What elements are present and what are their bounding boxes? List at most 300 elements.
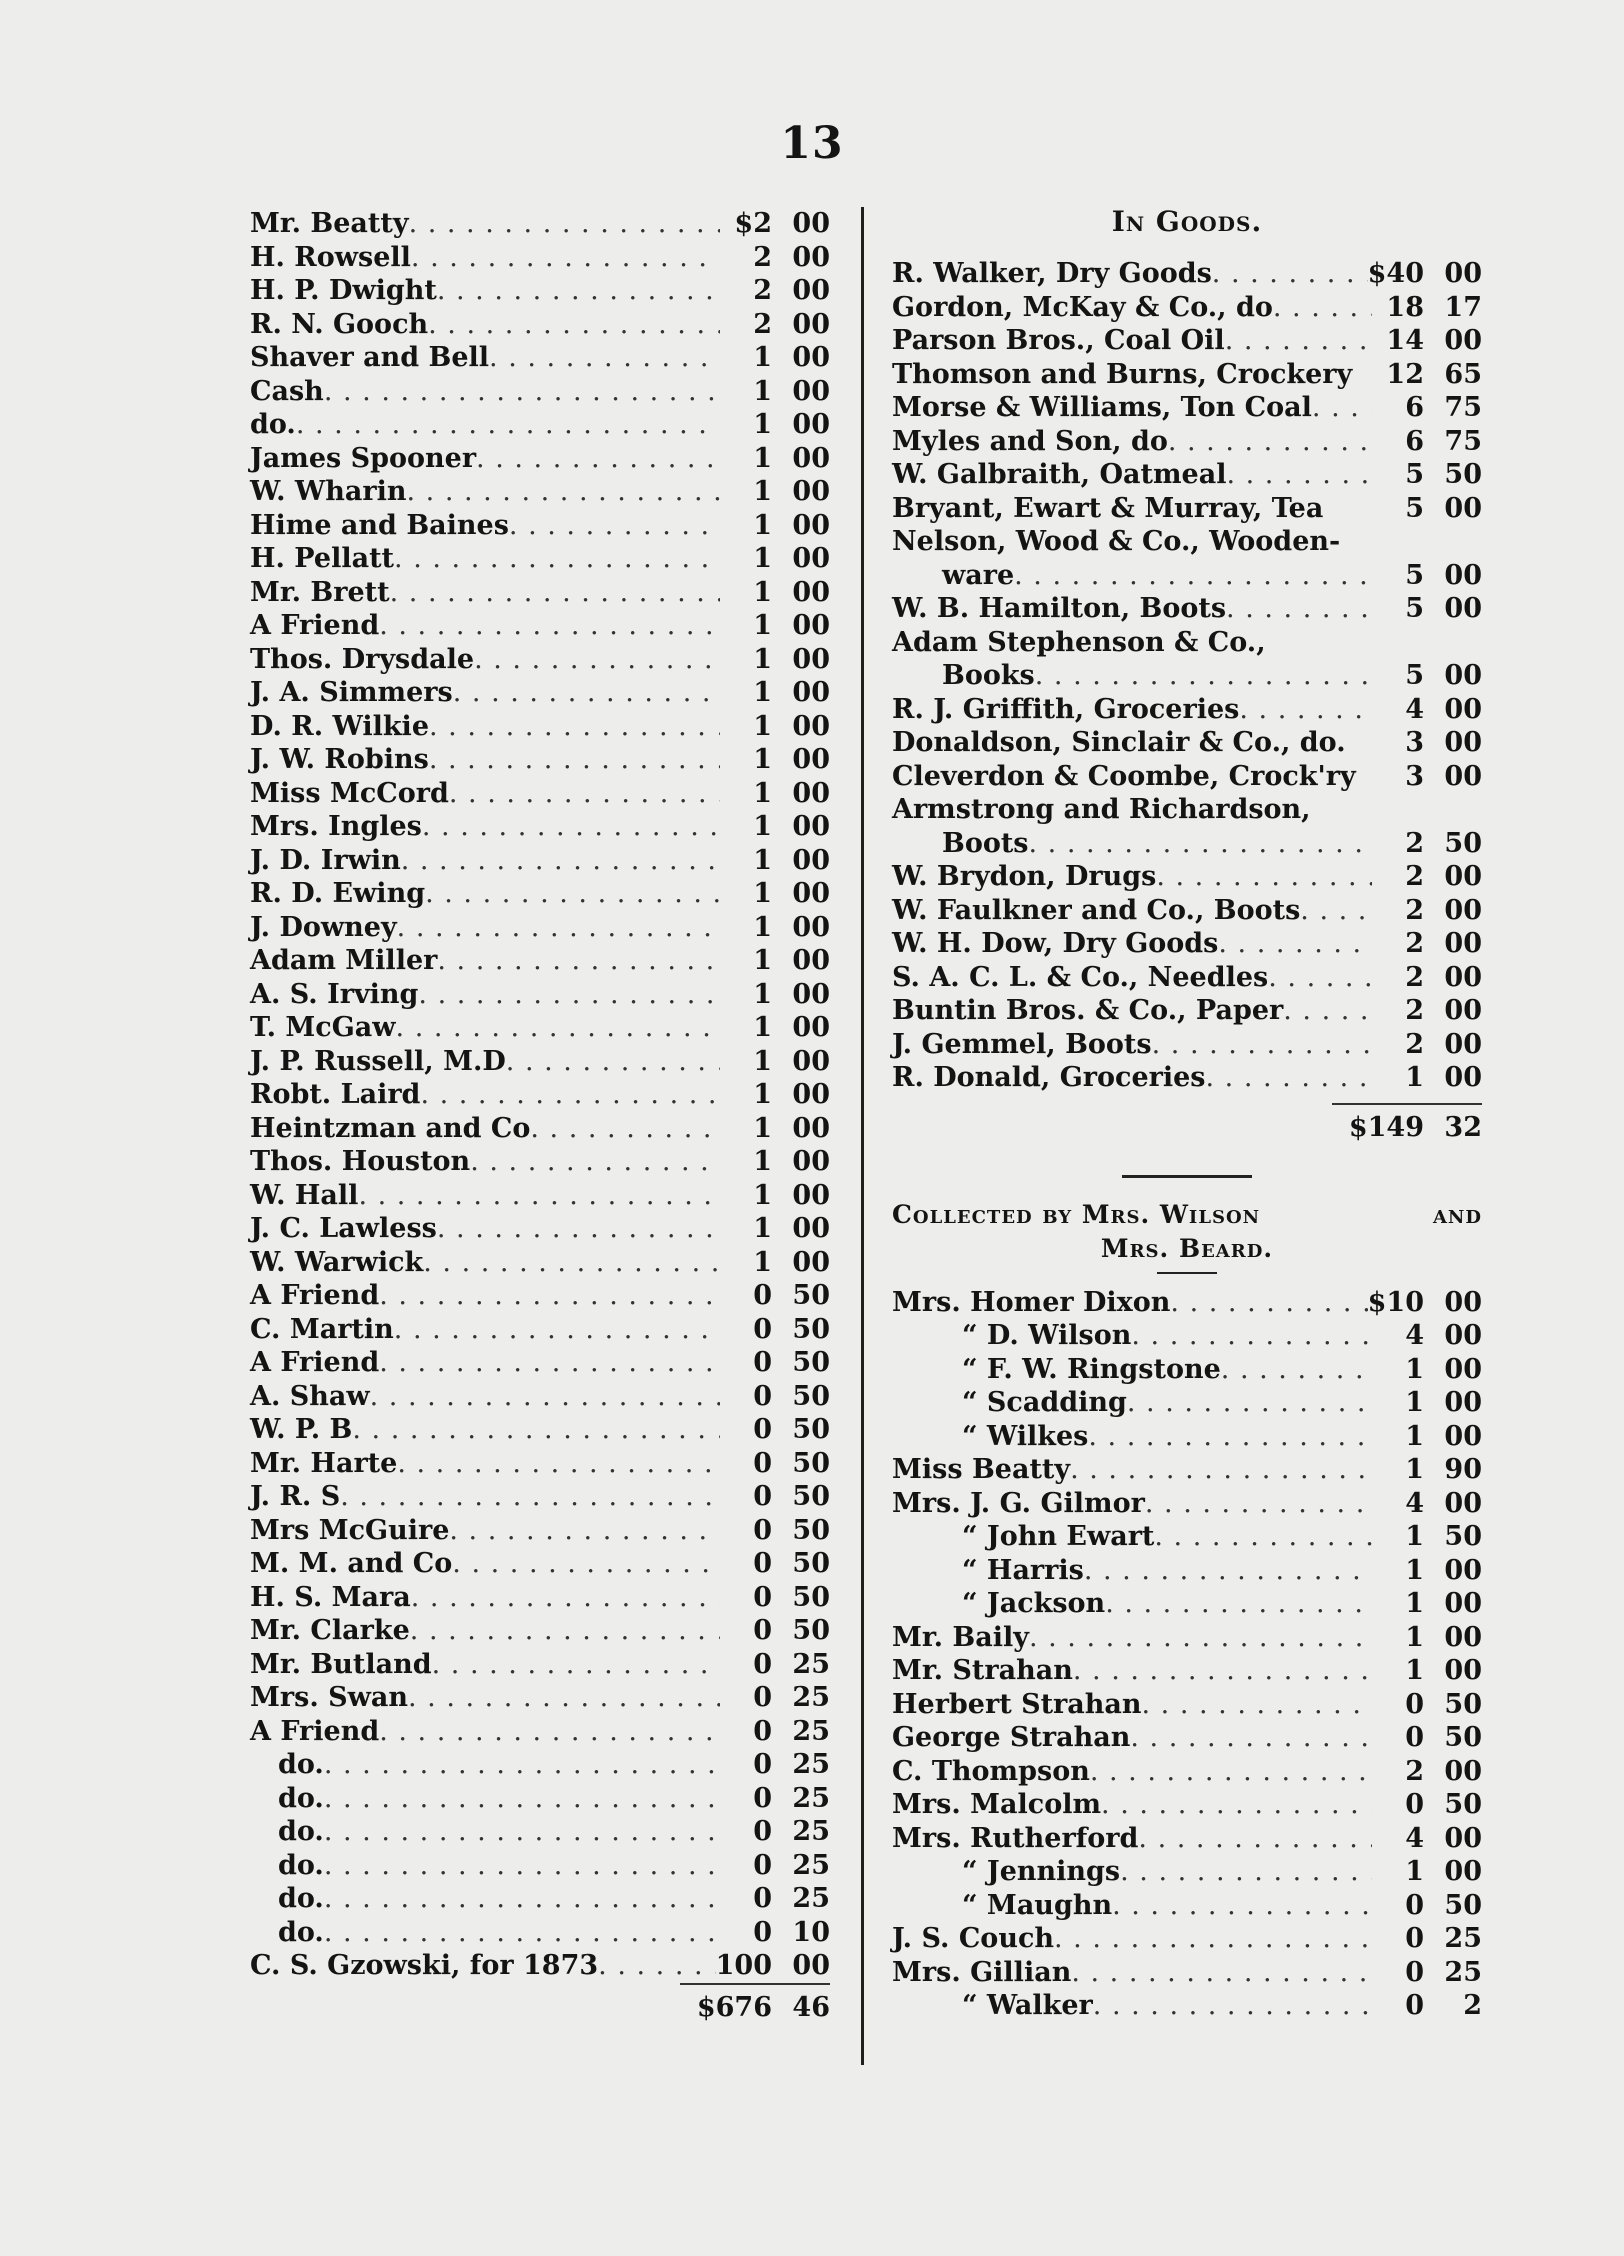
subscription-row (250, 1045, 830, 1079)
entry-name: J. Downey (250, 911, 397, 943)
entry-name: “ F. W. Ringstone (962, 1353, 1221, 1385)
amount-dollars: 1 (753, 576, 772, 608)
entry-name: Mrs. Swan (250, 1682, 408, 1713)
amount-dollars: 5 (1405, 559, 1424, 591)
entry-name: “ Walker (962, 1990, 1093, 2021)
leader-dots (1093, 1989, 1372, 2023)
amount-dollars: 1 (753, 1012, 772, 1043)
entry-name: Adam Miller (250, 945, 438, 976)
leader-dots (453, 676, 720, 710)
amount-dollars: 2 (1405, 961, 1424, 993)
subscription-row (250, 308, 830, 342)
entry-name: Hime and Baines (250, 509, 509, 541)
subscription-row (250, 1413, 830, 1447)
subscription-row (250, 944, 830, 978)
leader-dots (324, 1882, 720, 1916)
entry-name: do. (278, 1749, 324, 1780)
amount-cents: 50 (1444, 1722, 1482, 1753)
amount-cents: 00 (792, 208, 830, 239)
amount-dollars: 1 (753, 844, 772, 876)
amount-cents: 25 (792, 1883, 830, 1914)
amount-cents: 00 (1444, 1353, 1482, 1385)
entry-name: Cash (250, 375, 324, 407)
amount-cents: 00 (1444, 995, 1482, 1026)
amount-dollars: 0 (753, 1749, 772, 1780)
leader-dots (1120, 1855, 1372, 1889)
amount-dollars: 1 (753, 1213, 772, 1244)
leader-dots (1054, 1922, 1372, 1956)
amount-cents: 50 (792, 1280, 830, 1311)
amount-cents: 50 (792, 1548, 830, 1579)
amount-dollars: 1 (1405, 1856, 1424, 1887)
entry-name: “ D. Wilson (962, 1320, 1132, 1351)
amount-dollars: 0 (753, 1347, 772, 1378)
amount-dollars: 1 (753, 1112, 772, 1144)
subscription-row (250, 1681, 830, 1715)
entry-name: W. Faulkner and Co., Boots (892, 894, 1301, 926)
leader-dots (1283, 994, 1372, 1028)
total-cents: 32 (1444, 1111, 1482, 1143)
collected-row (892, 1587, 1482, 1621)
subscription-row (250, 710, 830, 744)
subscription-row (250, 1078, 830, 1112)
amount-dollars: 0 (753, 1481, 772, 1512)
amount-cents: 00 (1444, 727, 1482, 758)
amount-cents: 75 (1444, 425, 1482, 457)
entry-name: Mr. Brett (250, 576, 390, 608)
amount-cents: 00 (1444, 1621, 1482, 1653)
leader-dots (1142, 1688, 1372, 1722)
entry-name: Morse & Williams, Ton Coal (892, 392, 1312, 423)
entry-name: Mr. Beatty (250, 208, 409, 239)
collected-heading-line2: Mrs. Beard. (1100, 1233, 1274, 1263)
goods-row (892, 458, 1482, 492)
amount-cents: 00 (792, 409, 830, 440)
leader-dots (324, 1916, 720, 1950)
leader-dots (379, 1279, 720, 1313)
amount-cents: 00 (792, 1112, 830, 1144)
entry-name: A Friend (250, 1280, 380, 1311)
goods-total (892, 1103, 1482, 1153)
amount-dollars: 5 (1405, 593, 1424, 624)
amount-dollars: 2 (1405, 928, 1424, 959)
amount-dollars (1372, 525, 1424, 559)
amount-dollars: 6 (1405, 425, 1424, 457)
subscription-row (250, 475, 830, 509)
leader-dots (1084, 1554, 1372, 1588)
leader-dots (1221, 1353, 1372, 1387)
amount-cents: 50 (1444, 1521, 1482, 1552)
amount-cents: 00 (792, 543, 830, 574)
leader-dots (1029, 1621, 1372, 1655)
amount-dollars: 1 (753, 476, 772, 507)
amount-cents: 00 (792, 677, 830, 708)
entry-name: Robt. Laird (250, 1079, 421, 1110)
amount-dollars: 1 (753, 1079, 772, 1110)
entry-name: “ Harris (962, 1554, 1084, 1586)
subscription-row (250, 1447, 830, 1481)
goods-row (892, 793, 1482, 827)
amount-cents: 00 (1444, 760, 1482, 792)
amount-dollars: 0 (1405, 1889, 1424, 1921)
leader-dots (1168, 425, 1372, 459)
subscription-row (250, 1547, 830, 1581)
amount-cents: 00 (1444, 1588, 1482, 1619)
amount-dollars: 1 (753, 375, 772, 407)
amount-dollars: 1 (753, 978, 772, 1010)
amount-dollars: 1 (1405, 1521, 1424, 1552)
amount-cents: 00 (1444, 861, 1482, 892)
entry-name: A. S. Irving (250, 978, 419, 1010)
goods-row (892, 592, 1482, 626)
amount-cents: 00 (792, 811, 830, 842)
amount-dollars: 0 (1405, 1990, 1424, 2021)
amount-cents: 25 (792, 1816, 830, 1847)
amount-dollars: 5 (1405, 492, 1424, 524)
amount-cents: 50 (792, 1615, 830, 1646)
leader-dots (394, 1313, 720, 1347)
amount-cents: 00 (1444, 894, 1482, 926)
entry-name: Mrs. Gillian (892, 1956, 1072, 1988)
amount-dollars: 100 (715, 1950, 772, 1981)
amount-dollars: 0 (1405, 1923, 1424, 1954)
leader-dots (324, 375, 720, 409)
subscription-row (250, 1648, 830, 1682)
entry-name: do. (278, 1849, 324, 1881)
entry-name: “ Jennings (962, 1856, 1121, 1887)
amount-dollars: 4 (1405, 1487, 1424, 1519)
amount-cents: 00 (1444, 961, 1482, 993)
section-rule (1122, 1175, 1252, 1178)
subscription-row (250, 743, 830, 777)
amount-cents: 00 (1444, 928, 1482, 959)
amount-dollars: 2 (1405, 827, 1424, 859)
amount-cents: 00 (1444, 1387, 1482, 1418)
leader-dots (397, 911, 720, 945)
amount-cents: 00 (792, 509, 830, 541)
amount-dollars: 1 (1405, 1420, 1424, 1452)
entry-name: A Friend (250, 1347, 380, 1378)
entry-name: do. (278, 1916, 324, 1948)
entry-name: Boots (942, 827, 1029, 859)
collected-row (892, 1319, 1482, 1353)
leader-dots (324, 1815, 720, 1849)
subscription-row (250, 844, 830, 878)
entry-name: Mr. Strahan (892, 1655, 1073, 1686)
amount-cents: 00 (792, 275, 830, 306)
amount-dollars: 0 (753, 1816, 772, 1847)
amount-cents: 50 (1444, 1688, 1482, 1720)
entry-name: W. H. Dow, Dry Goods (892, 928, 1219, 959)
amount-dollars: 0 (753, 1548, 772, 1579)
subscription-row (250, 1949, 830, 1983)
entry-name: Books (942, 660, 1035, 691)
amount-cents: 00 (792, 945, 830, 976)
amount-cents: 50 (792, 1347, 830, 1378)
subscription-row (250, 1916, 830, 1950)
amount-cents (1424, 626, 1482, 660)
subscription-row (250, 1380, 830, 1414)
entry-name: Herbert Strahan (892, 1688, 1142, 1720)
entry-name: C. S. Gzowski, for 1873 (250, 1950, 599, 1981)
collected-row (892, 1353, 1482, 1387)
amount-dollars: 4 (1405, 693, 1424, 725)
entry-name: Mr. Clarke (250, 1615, 410, 1646)
leader-dots (1105, 1587, 1372, 1621)
leader-dots (1145, 1487, 1372, 1521)
entry-name: Mrs. Rutherford (892, 1822, 1139, 1854)
collected-row (892, 1989, 1482, 2023)
column-divider (861, 207, 864, 2065)
amount-dollars: 1 (753, 744, 772, 775)
amount-cents: 00 (792, 442, 830, 474)
collected-row (892, 1654, 1482, 1688)
amount-dollars: 4 (1405, 1822, 1424, 1854)
leader-dots (1138, 1822, 1372, 1856)
amount-cents: 00 (1444, 1856, 1482, 1887)
subscription-row (250, 1581, 830, 1615)
right-column (892, 207, 1482, 2023)
entry-name: R. Donald, Groceries (892, 1062, 1206, 1093)
amount-dollars: 0 (753, 1313, 772, 1345)
entry-name: ware (942, 559, 1015, 591)
goods-row (892, 425, 1482, 459)
amount-dollars: 0 (753, 1682, 772, 1713)
subscription-row (250, 877, 830, 911)
amount-cents: 00 (792, 1079, 830, 1110)
amount-cents: 50 (1444, 1889, 1482, 1921)
amount-dollars: 1 (1405, 1554, 1424, 1586)
amount-cents: 17 (1444, 291, 1482, 323)
entry-name: R. D. Ewing (250, 878, 426, 909)
amount-cents: 00 (1444, 1420, 1482, 1452)
leader-dots (401, 844, 720, 878)
amount-cents: 00 (792, 1213, 830, 1244)
amount-dollars: 1 (753, 409, 772, 440)
entry-name: do. (278, 1883, 324, 1914)
amount-cents: 00 (1444, 258, 1482, 289)
amount-cents: 00 (792, 978, 830, 1010)
amount-cents: 00 (792, 308, 830, 340)
amount-cents: 00 (1444, 492, 1482, 524)
leader-dots (432, 1648, 720, 1682)
entry-name: Armstrong and Richardson, (892, 794, 1311, 825)
total-dollars: $149 (1348, 1111, 1424, 1143)
amount-dollars: 0 (753, 1380, 772, 1412)
left-column (250, 207, 830, 2033)
leader-dots (598, 1949, 715, 1983)
collected-row (892, 1922, 1482, 1956)
entry-name: Bryant, Ewart & Murray, Tea (892, 492, 1324, 524)
goods-row (892, 726, 1482, 760)
leader-dots (429, 743, 720, 777)
amount-cents: 25 (792, 1715, 830, 1747)
entry-name: “ Maughn (962, 1889, 1113, 1921)
amount-cents: 25 (792, 1782, 830, 1814)
entry-name: do. (278, 1816, 324, 1847)
leader-dots (437, 1212, 720, 1246)
subscription-row (250, 1715, 830, 1749)
goods-row (892, 324, 1482, 358)
leader-dots (411, 241, 720, 275)
amount-dollars: 0 (1405, 1789, 1424, 1820)
leader-dots (422, 810, 720, 844)
leader-dots (296, 408, 720, 442)
subscription-row (250, 1179, 830, 1213)
amount-cents: 00 (1444, 660, 1482, 691)
amount-cents: 50 (792, 1414, 830, 1445)
leader-dots (1154, 1520, 1372, 1554)
amount-dollars: 5 (1405, 660, 1424, 691)
subscription-row (250, 341, 830, 375)
entry-name: Mrs McGuire (250, 1514, 450, 1546)
amount-dollars: 1 (753, 1179, 772, 1211)
collected-row (892, 1855, 1482, 1889)
leader-dots (1073, 1654, 1372, 1688)
goods-row (892, 559, 1482, 593)
leader-dots (1212, 257, 1368, 291)
entry-name: Donaldson, Sinclair & Co., do. (892, 727, 1346, 758)
subscription-row (250, 1246, 830, 1280)
leader-dots (1226, 458, 1372, 492)
amount-dollars: 1 (1405, 1588, 1424, 1619)
entry-name: Buntin Bros. & Co., Paper (892, 995, 1284, 1026)
leader-dots (1152, 1028, 1372, 1062)
amount-dollars: 3 (1405, 760, 1424, 792)
amount-dollars: 1 (753, 643, 772, 675)
amount-dollars: 2 (1405, 1755, 1424, 1787)
leader-dots (474, 643, 720, 677)
leader-dots (1268, 961, 1372, 995)
entry-name: Thos. Drysdale (250, 643, 475, 675)
entry-name: C. Martin (250, 1313, 394, 1345)
leader-dots (489, 341, 720, 375)
leader-dots (423, 1246, 720, 1280)
subscription-row (250, 207, 830, 241)
amount-cents: 00 (1444, 325, 1482, 356)
amount-dollars: 3 (1405, 727, 1424, 758)
subscription-row (250, 777, 830, 811)
amount-cents: 00 (1444, 1062, 1482, 1093)
amount-dollars: 1 (1405, 1621, 1424, 1653)
amount-cents: 00 (792, 777, 830, 809)
goods-row (892, 358, 1482, 392)
amount-cents (1424, 793, 1482, 827)
leader-dots (1273, 291, 1372, 325)
goods-row (892, 659, 1482, 693)
total-rule (1332, 1103, 1482, 1105)
collected-row (892, 1788, 1482, 1822)
subscription-row (250, 509, 830, 543)
entry-name: Mrs. Homer Dixon (892, 1286, 1171, 1318)
amount-dollars: 2 (1405, 1028, 1424, 1060)
amount-dollars: 1 (753, 1045, 772, 1077)
subscription-row (250, 1011, 830, 1045)
entry-name: J. S. Couch (892, 1923, 1055, 1954)
entry-name: A Friend (250, 1715, 380, 1747)
entry-name: D. R. Wilkie (250, 710, 429, 742)
entry-name: Thomson and Burns, Crockery (892, 358, 1353, 390)
subscription-row (250, 408, 830, 442)
leader-dots (1101, 1788, 1372, 1822)
amount-cents: 00 (1444, 559, 1482, 591)
collected-by-text: Collected by Mrs. Wilson (892, 1199, 1261, 1229)
collected-heading-line1 (892, 1198, 1482, 1232)
amount-cents: 00 (1444, 1655, 1482, 1686)
amount-dollars: 1 (753, 677, 772, 708)
entry-name: H. S. Mara (250, 1581, 411, 1613)
entry-name: W. Brydon, Drugs (892, 861, 1157, 892)
subscription-row (250, 241, 830, 275)
amount-dollars: 5 (1405, 459, 1424, 490)
entry-name: “ Jackson (962, 1588, 1106, 1619)
amount-dollars: 1 (753, 442, 772, 474)
amount-cents: 50 (1444, 827, 1482, 859)
amount-dollars: 2 (1405, 861, 1424, 892)
entry-name: Nelson, Wood & Co., Wooden- (892, 526, 1341, 557)
amount-cents: 00 (792, 643, 830, 675)
leader-dots (1090, 1755, 1372, 1789)
left-total (250, 1983, 830, 2033)
leader-dots (470, 1145, 720, 1179)
leader-dots (1112, 1889, 1372, 1923)
amount-dollars: 1 (753, 543, 772, 574)
amount-dollars: 0 (753, 1447, 772, 1479)
amount-cents: 65 (1444, 358, 1482, 390)
entry-name: Myles and Son, do (892, 425, 1168, 457)
amount-dollars: 0 (753, 1849, 772, 1881)
amount-cents: 00 (1444, 1320, 1482, 1351)
collected-row (892, 1520, 1482, 1554)
collected-row (892, 1956, 1482, 1990)
collected-row (892, 1688, 1482, 1722)
entry-name: W. Galbraith, Oatmeal (892, 459, 1227, 490)
amount-cents: 00 (792, 576, 830, 608)
entry-name: J. W. Robins (250, 744, 429, 775)
amount-cents: 10 (792, 1916, 830, 1948)
entry-name: “ Wilkes (962, 1420, 1089, 1452)
entry-name: Mrs. J. G. Gilmor (892, 1487, 1145, 1519)
amount-cents: 00 (792, 844, 830, 876)
entry-name: Mr. Baily (892, 1621, 1029, 1653)
leader-dots (509, 509, 720, 543)
amount-cents: 00 (792, 911, 830, 943)
subscription-row (250, 978, 830, 1012)
entry-name: Gordon, McKay & Co., do (892, 291, 1273, 323)
amount-cents: 00 (792, 1146, 830, 1177)
amount-dollars: 12 (1386, 358, 1424, 390)
goods-row (892, 257, 1482, 291)
amount-cents: 75 (1444, 392, 1482, 423)
amount-cents: 25 (792, 1849, 830, 1881)
leader-dots (410, 1614, 720, 1648)
amount-cents: 50 (792, 1380, 830, 1412)
leader-dots (394, 542, 720, 576)
leader-dots (1131, 1319, 1372, 1353)
amount-cents: 25 (792, 1749, 830, 1780)
entry-name: W. Wharin (250, 476, 407, 507)
amount-dollars: 0 (753, 1916, 772, 1948)
goods-row (892, 927, 1482, 961)
total-cents: 46 (792, 1991, 830, 2023)
leader-dots (358, 1179, 720, 1213)
entry-name: J. R. S (250, 1481, 341, 1512)
amount-dollars: 4 (1405, 1320, 1424, 1351)
leader-dots (418, 978, 720, 1012)
entry-name: do. (278, 1782, 324, 1814)
entry-name: W. Hall (250, 1179, 359, 1211)
entry-name: A Friend (250, 610, 380, 641)
